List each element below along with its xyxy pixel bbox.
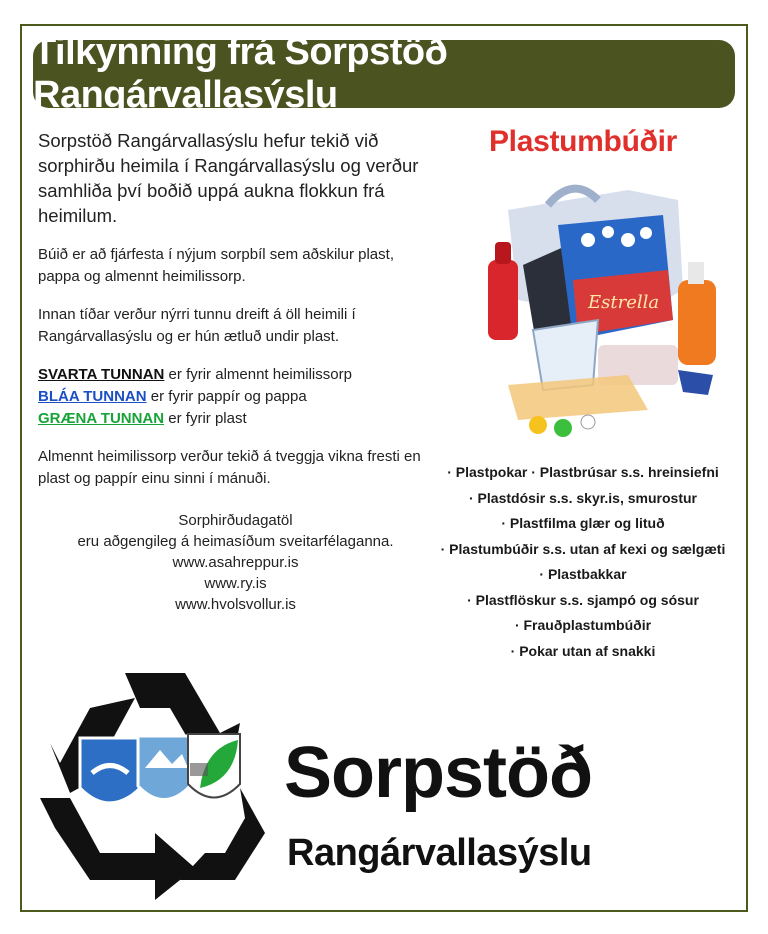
detergent-cap-shape: [688, 262, 704, 284]
bin-blue-text: er fyrir pappír og pappa: [146, 388, 307, 405]
calendar-info: [38, 510, 433, 615]
plastic-section: [433, 125, 733, 659]
plastic-title: Plastumbúðir: [488, 125, 678, 158]
page-title: Tilkynning frá Sorpstöð Rangárvallasýslu: [33, 40, 735, 108]
announcement-text: [38, 128, 433, 615]
bridge-icon: [190, 763, 208, 776]
detergent-bottle-shape: [678, 280, 716, 365]
spray-nozzle-shape: [678, 370, 713, 395]
plastic-items-list: [428, 460, 738, 664]
list-item: · Plastbakkar: [539, 566, 627, 582]
plastic-tray-shape: [508, 375, 648, 420]
list-item: · Plastpokar · Plastbrúsar s.s. hreinsiefni: [447, 464, 719, 480]
list-item: · Pokar utan af snakki: [510, 642, 656, 659]
bin-green: [38, 408, 433, 430]
link-asahreppur[interactable]: www.asahreppur.is: [172, 554, 299, 571]
new-bin-paragraph: Innan tíðar verður nýrri tunnu dreift á öll heimili í Rangárvallasýslu og er hún ætluð undir plast.: [38, 306, 356, 345]
popcorn-dot: [581, 233, 595, 247]
snack-brand-label: Estrella: [588, 292, 660, 313]
list-item: · Plastflöskur s.s. sjampó og sósur: [467, 591, 699, 608]
intro-paragraph: Sorpstöð Rangárvallasýslu hefur tekið við sorphirðu heimila í Rangárvallasýslu og verður samhliða því boðið uppá aukna flokkun frá heimilum.: [38, 130, 419, 226]
ketchup-bottle-shape: [488, 260, 518, 340]
link-ry[interactable]: www.ry.is: [204, 575, 267, 592]
white-cap-shape: [581, 415, 595, 429]
bin-black-name: SVARTA TUNNAN: [38, 366, 165, 383]
list-item: · Plastumbúðir s.s. utan af kexi og sælgæti: [440, 540, 726, 557]
recycling-logo-icon: [30, 668, 270, 900]
bin-list: [38, 364, 433, 430]
bin-black: [38, 364, 433, 386]
calendar-line2: eru aðgengileg á heimasíðum sveitarfélaganna.: [77, 533, 394, 550]
popcorn-dot: [640, 227, 652, 239]
schedule-paragraph: Almennt heimilissorp verður tekið á tveggja vikna fresti en plast og pappír einu sinni í mánuði.: [38, 448, 421, 487]
truck-paragraph: Búið er að fjárfesta í nýjum sorpbíl sem aðskilur plast, pappa og almennt heimilissorp.: [38, 246, 394, 285]
bin-black-text: er fyrir almennt heimilissorp: [164, 366, 352, 383]
recycle-arrow-bottom-icon: [40, 798, 195, 900]
list-item: · Frauðplastumbúðir: [514, 617, 652, 633]
calendar-line1: Sorphirðudagatöl: [178, 512, 293, 529]
bin-blue-name: BLÁA TUNNAN: [38, 388, 147, 405]
link-hvolsvollur[interactable]: www.hvolsvollur.is: [175, 596, 296, 613]
list-item: · Plastdósir s.s. skyr.is, smurostur: [469, 489, 697, 506]
yellow-cap-shape: [529, 416, 547, 434]
brand-region: Rangárvallasýslu: [287, 832, 592, 874]
green-cap-shape: [554, 419, 572, 437]
popcorn-dot: [621, 233, 635, 247]
bin-green-name: GRÆNA TUNNAN: [38, 410, 165, 427]
brand-name: Sorpstöð: [284, 733, 592, 813]
list-item: · Plastfilma glær og lituð: [501, 515, 665, 531]
ketchup-cap-shape: [495, 242, 511, 264]
bin-green-text: er fyrir plast: [164, 410, 247, 427]
plastic-packaging-image: [478, 170, 723, 440]
shield-blue-icon: [80, 738, 140, 803]
popcorn-dot: [602, 226, 614, 238]
bin-blue: [38, 386, 433, 408]
